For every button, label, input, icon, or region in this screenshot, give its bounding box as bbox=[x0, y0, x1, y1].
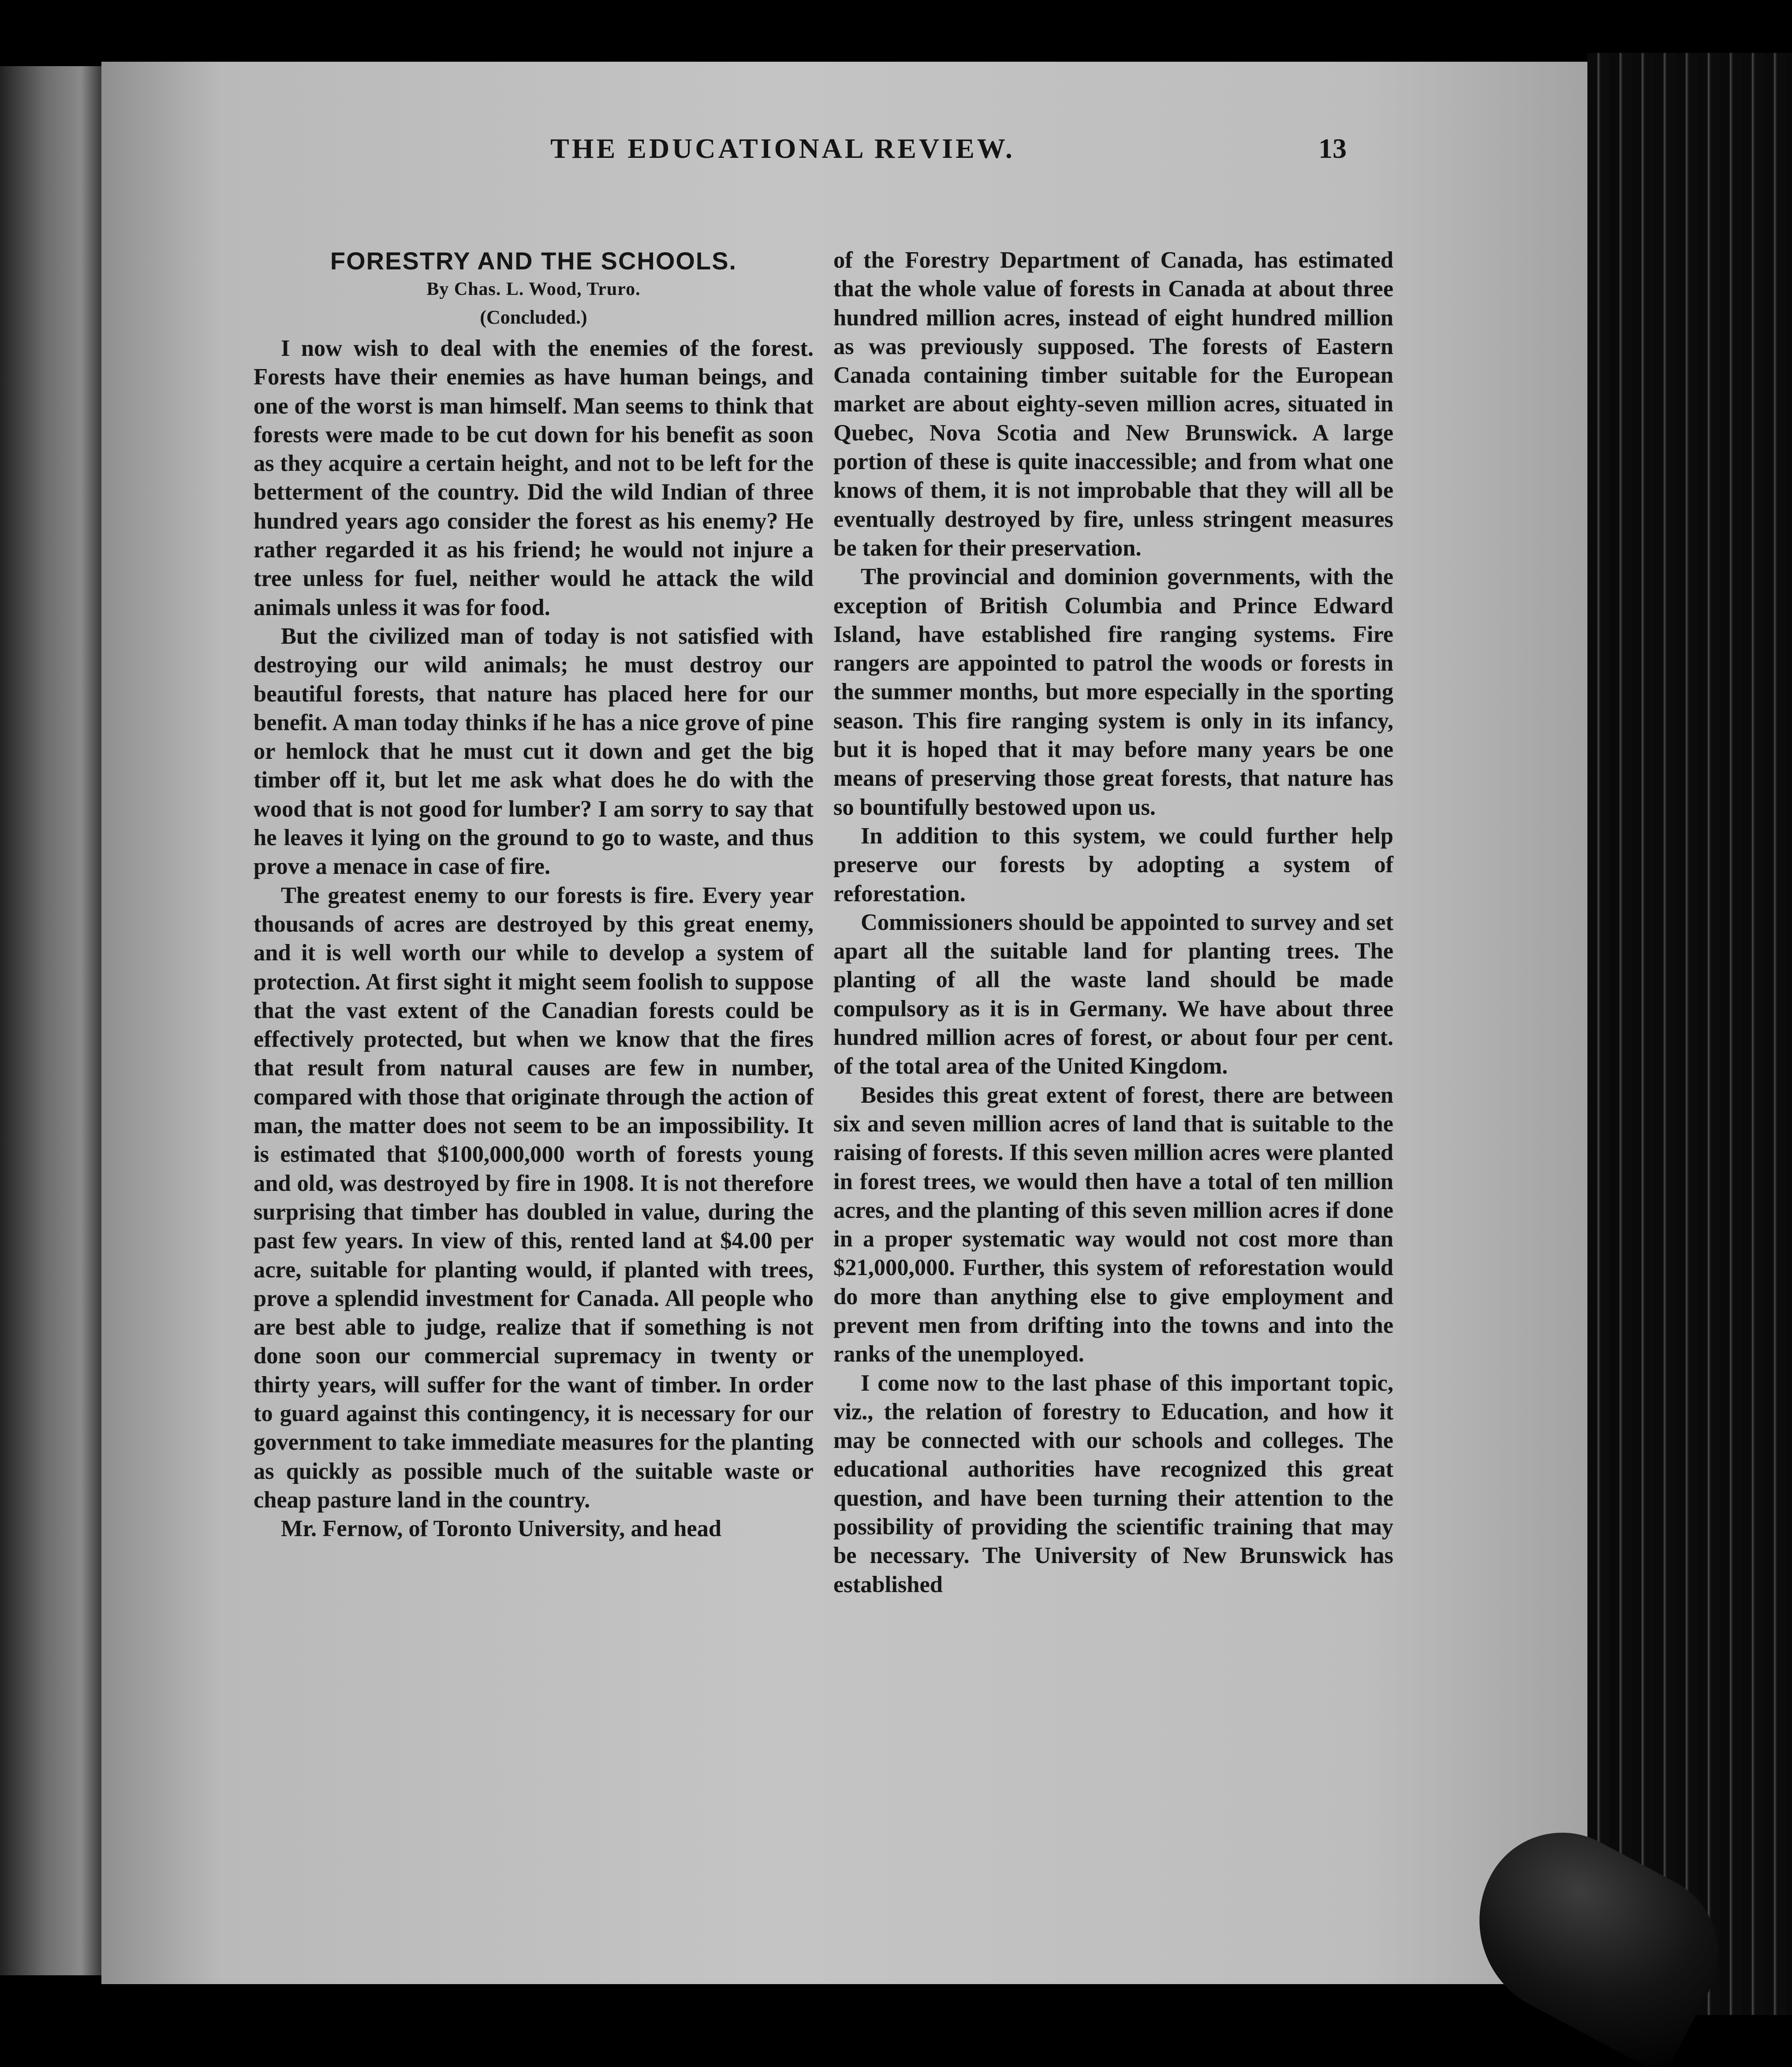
article-title: FORESTRY AND THE SCHOOLS. bbox=[330, 247, 737, 275]
right-column bbox=[833, 246, 1393, 1599]
paragraph: In addition to this system, we could further help preserve our forests by adopting a system of reforestation. bbox=[833, 823, 1393, 907]
book-binding-edge bbox=[1587, 53, 1792, 2015]
paragraph: The provincial and dominion governments, with the exception of British Columbia and Prince Edward Island, have established fire ranging systems. Fire rangers are appointed to patrol the woods or forests in the summer months, but more especially in the sporting season. This fire ranging system is only in its infancy, but it is hoped that it may before many years be one means of preserving those great forests, that nature has so bountifully bestowed upon us. bbox=[833, 564, 1393, 820]
paragraph: I come now to the last phase of this important topic, viz., the relation of forestry to Education, and how it may be connected with our schools and colleges. The educational authorities have recognized this great question, and have been turning their attention to the possibility of providing the scientific training that may be necessary. The University of New Brunswick has established bbox=[833, 1370, 1393, 1597]
byline: By Chas. L. Wood, Truro. bbox=[426, 279, 641, 299]
left-column bbox=[254, 247, 814, 1543]
paragraph: Besides this great extent of forest, there are between six and seven million acres of land that is suitable to the raising of forests. If this seven million acres were planted in forest trees, we would then have a total of ten million acres, and the planting of this seven million acres if done in a proper systematic way would not cost more than $21,000,000. Further, this system of reforestation would do more than anything else to give employment and prevent men from drifting into the towns and into the ranks of the unemployed. bbox=[833, 1082, 1393, 1367]
paragraph: of the Forestry Department of Canada, has estimated that the whole value of forests in Canada at about three hundred million acres, instead of eight hundred million as was previously supposed. The forests of Eastern Canada containing timber suitable for the European market are about eighty-seven million acres, situated in Quebec, Nova Scotia and New Brunswick. A large portion of these is quite inaccessible; and from what one knows of them, it is not improbable that they will all be eventually destroyed by fire, unless stringent measures be taken for their preservation. bbox=[833, 247, 1393, 561]
paragraph: Mr. Fernow, of Toronto University, and head bbox=[281, 1516, 722, 1542]
concluded-note: (Concluded.) bbox=[480, 306, 587, 328]
paragraph: Commissioners should be appointed to survey and set apart all the suitable land for planting trees. The planting of all the waste land should be made compulsory as it is in Germany. We have about three hundred million acres of forest, or about four per cent. of the total area of the United Kingdom. bbox=[833, 909, 1393, 1079]
facing-page-edge bbox=[0, 66, 101, 1975]
paragraph: But the civilized man of today is not satisfied with destroying our wild animals; he must destroy our beautiful forests, that nature has placed here for our benefit. A man today thinks if he has a nice grove of pine or hemlock that he must cut it down and get the big timber off it, but let me ask what does he do with the wood that is not good for lumber? I am sorry to say that he leaves it lying on the ground to go to waste, and thus prove a menace in case of fire. bbox=[254, 623, 814, 880]
paragraph: The greatest enemy to our forests is fire. Every year thousands of acres are destroyed by this great enemy, and it is well worth our while to develop a system of protection. At first sight it might seem foolish to suppose that the vast extent of the Canadian forests could be effectively protected, but when we know that the fires that result from natural causes are few in number, compared with those that originate through the action of man, the matter does not seem to be an impossibility. It is estimated that $100,000,000 worth of forests young and old, was destroyed by fire in 1908. It is not therefore surprising that timber has doubled in value, during the past few years. In view of this, rented land at $4.00 per acre, suitable for planting would, if planted with trees, prove a splendid investment for Canada. All people who are best able to judge, realize that if something is not done soon our commercial supremacy in twenty or thirty years, will suffer for the want of timber. In order to guard against this contingency, it is necessary for our government to take immediate measures for the planting as quickly as possible much of the suitable waste or cheap pasture land in the country. bbox=[254, 882, 814, 1513]
running-header: THE EDUCATIONAL REVIEW. bbox=[550, 133, 1015, 164]
page-number: 13 bbox=[1318, 133, 1347, 164]
paragraph: I now wish to deal with the enemies of the forest. Forests have their enemies as have human beings, and one of the worst is man himself. Man seems to think that forests were made to be cut down for his benefit as soon as they acquire a certain height, and not to be left for the betterment of the country. Did the wild Indian of three hundred years ago consider the forest as his enemy? He rather regarded it as his friend; he would not injure a tree unless for fuel, neither would he attack the wild animals unless it was for food. bbox=[254, 336, 814, 620]
